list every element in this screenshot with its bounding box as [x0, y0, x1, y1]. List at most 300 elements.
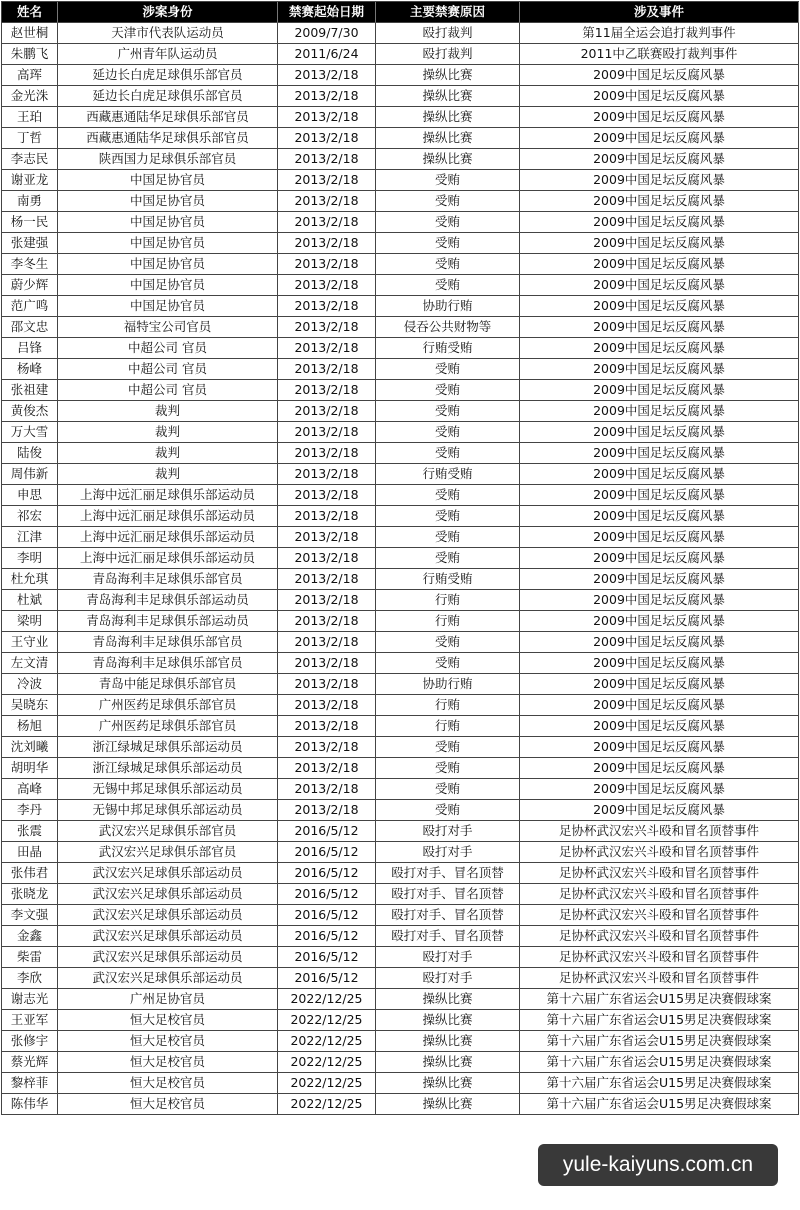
cell-ban-reason: 殴打对手、冒名顶替 — [376, 926, 520, 947]
table-row — [2, 548, 799, 569]
cell-identity: 青岛海利丰足球俱乐部官员 — [58, 653, 278, 674]
cell-ban-reason: 受贿 — [376, 170, 520, 191]
cell-identity: 武汉宏兴足球俱乐部运动员 — [58, 863, 278, 884]
cell-name: 吴晓东 — [2, 695, 58, 716]
cell-ban-date: 2013/2/18 — [278, 233, 376, 254]
table-row — [2, 233, 799, 254]
cell-identity: 广州青年队运动员 — [58, 44, 278, 65]
cell-identity: 无锡中邦足球俱乐部运动员 — [58, 800, 278, 821]
cell-identity: 青岛海利丰足球俱乐部运动员 — [58, 611, 278, 632]
cell-ban-date: 2022/12/25 — [278, 1094, 376, 1115]
cell-name: 黎梓菲 — [2, 1073, 58, 1094]
cell-ban-date: 2022/12/25 — [278, 989, 376, 1010]
cell-ban-date: 2013/2/18 — [278, 716, 376, 737]
table-row — [2, 65, 799, 86]
cell-ban-date: 2016/5/12 — [278, 926, 376, 947]
cell-event: 2009中国足坛反腐风暴 — [520, 590, 799, 611]
cell-ban-reason: 行贿 — [376, 695, 520, 716]
cell-identity: 天津市代表队运动员 — [58, 23, 278, 44]
cell-name: 吕锋 — [2, 338, 58, 359]
cell-ban-reason: 行贿 — [376, 611, 520, 632]
cell-name: 杨旭 — [2, 716, 58, 737]
cell-ban-date: 2013/2/18 — [278, 317, 376, 338]
table-row — [2, 947, 799, 968]
cell-ban-reason: 殴打对手 — [376, 821, 520, 842]
cell-event: 2009中国足坛反腐风暴 — [520, 275, 799, 296]
table-row — [2, 758, 799, 779]
cell-identity: 上海中远汇丽足球俱乐部运动员 — [58, 527, 278, 548]
cell-event: 第十六届广东省运会U15男足决赛假球案 — [520, 1031, 799, 1052]
cell-name: 胡明华 — [2, 758, 58, 779]
cell-name: 陈伟华 — [2, 1094, 58, 1115]
cell-event: 2009中国足坛反腐风暴 — [520, 527, 799, 548]
cell-event: 足协杯武汉宏兴斗殴和冒名顶替事件 — [520, 905, 799, 926]
cell-ban-reason: 受贿 — [376, 632, 520, 653]
cell-name: 左文清 — [2, 653, 58, 674]
cell-ban-reason: 操纵比赛 — [376, 1052, 520, 1073]
table-row — [2, 695, 799, 716]
cell-name: 张晓龙 — [2, 884, 58, 905]
cell-event: 2009中国足坛反腐风暴 — [520, 506, 799, 527]
cell-ban-reason: 受贿 — [376, 191, 520, 212]
cell-identity: 上海中远汇丽足球俱乐部运动员 — [58, 548, 278, 569]
cell-ban-reason: 受贿 — [376, 380, 520, 401]
cell-ban-reason: 殴打对手、冒名顶替 — [376, 905, 520, 926]
table-row — [2, 485, 799, 506]
cell-ban-date: 2013/2/18 — [278, 737, 376, 758]
cell-ban-reason: 操纵比赛 — [376, 1094, 520, 1115]
cell-name: 王守业 — [2, 632, 58, 653]
table-row — [2, 338, 799, 359]
cell-ban-date: 2013/2/18 — [278, 527, 376, 548]
table-row — [2, 86, 799, 107]
cell-event: 2009中国足坛反腐风暴 — [520, 716, 799, 737]
table-row — [2, 464, 799, 485]
cell-identity: 陕西国力足球俱乐部官员 — [58, 149, 278, 170]
cell-name: 金鑫 — [2, 926, 58, 947]
table-row — [2, 632, 799, 653]
cell-event: 2009中国足坛反腐风暴 — [520, 464, 799, 485]
cell-name: 祁宏 — [2, 506, 58, 527]
cell-name: 柴雷 — [2, 947, 58, 968]
cell-event: 2009中国足坛反腐风暴 — [520, 338, 799, 359]
cell-event: 2009中国足坛反腐风暴 — [520, 359, 799, 380]
cell-identity: 武汉宏兴足球俱乐部运动员 — [58, 884, 278, 905]
cell-event: 2009中国足坛反腐风暴 — [520, 422, 799, 443]
cell-ban-reason: 受贿 — [376, 737, 520, 758]
cell-name: 丁哲 — [2, 128, 58, 149]
cell-identity: 浙江绿城足球俱乐部运动员 — [58, 737, 278, 758]
cell-ban-date: 2016/5/12 — [278, 968, 376, 989]
table-row — [2, 275, 799, 296]
table-row — [2, 611, 799, 632]
cell-ban-reason: 受贿 — [376, 653, 520, 674]
table-row — [2, 1073, 799, 1094]
cell-identity: 上海中远汇丽足球俱乐部运动员 — [58, 506, 278, 527]
cell-identity: 广州足协官员 — [58, 989, 278, 1010]
cell-identity: 中国足协官员 — [58, 170, 278, 191]
table-row — [2, 674, 799, 695]
cell-event: 足协杯武汉宏兴斗殴和冒名顶替事件 — [520, 968, 799, 989]
cell-event: 第十六届广东省运会U15男足决赛假球案 — [520, 1010, 799, 1031]
cell-ban-reason: 殴打对手 — [376, 947, 520, 968]
cell-ban-reason: 殴打裁判 — [376, 23, 520, 44]
cell-ban-reason: 受贿 — [376, 359, 520, 380]
cell-name: 沈刘曦 — [2, 737, 58, 758]
cell-ban-date: 2013/2/18 — [278, 611, 376, 632]
table-row — [2, 23, 799, 44]
cell-identity: 广州医药足球俱乐部官员 — [58, 716, 278, 737]
table-row — [2, 968, 799, 989]
cell-ban-date: 2016/5/12 — [278, 863, 376, 884]
cell-ban-date: 2013/2/18 — [278, 443, 376, 464]
cell-ban-reason: 协助行贿 — [376, 296, 520, 317]
cell-event: 2009中国足坛反腐风暴 — [520, 317, 799, 338]
cell-ban-reason: 受贿 — [376, 800, 520, 821]
cell-ban-date: 2013/2/18 — [278, 485, 376, 506]
cell-name: 谢亚龙 — [2, 170, 58, 191]
cell-identity: 中超公司 官员 — [58, 359, 278, 380]
cell-ban-reason: 行贿 — [376, 716, 520, 737]
cell-ban-date: 2013/2/18 — [278, 170, 376, 191]
cell-ban-reason: 协助行贿 — [376, 674, 520, 695]
cell-identity: 恒大足校官员 — [58, 1010, 278, 1031]
cell-identity: 中国足协官员 — [58, 212, 278, 233]
cell-ban-date: 2013/2/18 — [278, 569, 376, 590]
table-row — [2, 926, 799, 947]
cell-ban-reason: 操纵比赛 — [376, 65, 520, 86]
table-row — [2, 359, 799, 380]
cell-ban-date: 2013/2/18 — [278, 758, 376, 779]
cell-name: 冷波 — [2, 674, 58, 695]
cell-ban-reason: 殴打对手 — [376, 842, 520, 863]
cell-name: 张祖建 — [2, 380, 58, 401]
table-row — [2, 842, 799, 863]
cell-event: 2009中国足坛反腐风暴 — [520, 548, 799, 569]
cell-ban-reason: 操纵比赛 — [376, 128, 520, 149]
cell-ban-date: 2013/2/18 — [278, 800, 376, 821]
cell-ban-reason: 操纵比赛 — [376, 1073, 520, 1094]
cell-name: 李冬生 — [2, 254, 58, 275]
cell-name: 范广鸣 — [2, 296, 58, 317]
cell-ban-reason: 操纵比赛 — [376, 107, 520, 128]
cell-identity: 上海中远汇丽足球俱乐部运动员 — [58, 485, 278, 506]
table-row — [2, 821, 799, 842]
table-row — [2, 863, 799, 884]
cell-identity: 裁判 — [58, 443, 278, 464]
header-name: 姓名 — [2, 2, 58, 23]
table-row — [2, 422, 799, 443]
cell-ban-reason: 受贿 — [376, 506, 520, 527]
cell-identity: 武汉宏兴足球俱乐部官员 — [58, 821, 278, 842]
cell-event: 足协杯武汉宏兴斗殴和冒名顶替事件 — [520, 863, 799, 884]
cell-ban-reason: 受贿 — [376, 527, 520, 548]
cell-name: 李丹 — [2, 800, 58, 821]
cell-event: 2009中国足坛反腐风暴 — [520, 569, 799, 590]
cell-identity: 恒大足校官员 — [58, 1094, 278, 1115]
cell-ban-date: 2013/2/18 — [278, 254, 376, 275]
table-row — [2, 296, 799, 317]
cell-name: 张震 — [2, 821, 58, 842]
cell-ban-date: 2013/2/18 — [278, 632, 376, 653]
cell-name: 蔡光辉 — [2, 1052, 58, 1073]
table-row — [2, 884, 799, 905]
cell-name: 江津 — [2, 527, 58, 548]
table-row — [2, 128, 799, 149]
cell-ban-date: 2022/12/25 — [278, 1031, 376, 1052]
cell-ban-reason: 受贿 — [376, 485, 520, 506]
cell-identity: 青岛海利丰足球俱乐部官员 — [58, 569, 278, 590]
cell-ban-date: 2013/2/18 — [278, 674, 376, 695]
cell-event: 第十六届广东省运会U15男足决赛假球案 — [520, 1094, 799, 1115]
cell-identity: 武汉宏兴足球俱乐部运动员 — [58, 947, 278, 968]
cell-name: 杜斌 — [2, 590, 58, 611]
header-ban-date: 禁赛起始日期 — [278, 2, 376, 23]
cell-event: 2009中国足坛反腐风暴 — [520, 485, 799, 506]
cell-ban-date: 2013/2/18 — [278, 65, 376, 86]
cell-identity: 广州医药足球俱乐部官员 — [58, 695, 278, 716]
cell-name: 谢志光 — [2, 989, 58, 1010]
cell-name: 高峰 — [2, 779, 58, 800]
cell-name: 陆俊 — [2, 443, 58, 464]
cell-ban-reason: 操纵比赛 — [376, 989, 520, 1010]
cell-name: 赵世桐 — [2, 23, 58, 44]
cell-name: 李欣 — [2, 968, 58, 989]
cell-event: 2009中国足坛反腐风暴 — [520, 611, 799, 632]
cell-event: 2009中国足坛反腐风暴 — [520, 737, 799, 758]
cell-event: 2009中国足坛反腐风暴 — [520, 233, 799, 254]
cell-event: 2009中国足坛反腐风暴 — [520, 695, 799, 716]
cell-ban-reason: 受贿 — [376, 275, 520, 296]
cell-name: 黄俊杰 — [2, 401, 58, 422]
cell-event: 2009中国足坛反腐风暴 — [520, 149, 799, 170]
cell-identity: 武汉宏兴足球俱乐部运动员 — [58, 926, 278, 947]
cell-ban-date: 2013/2/18 — [278, 107, 376, 128]
cell-ban-date: 2013/2/18 — [278, 275, 376, 296]
cell-event: 足协杯武汉宏兴斗殴和冒名顶替事件 — [520, 926, 799, 947]
table-row — [2, 1031, 799, 1052]
cell-event: 2009中国足坛反腐风暴 — [520, 443, 799, 464]
cell-ban-date: 2013/2/18 — [278, 296, 376, 317]
cell-ban-reason: 受贿 — [376, 254, 520, 275]
cell-ban-reason: 受贿 — [376, 422, 520, 443]
table-row — [2, 506, 799, 527]
cell-ban-date: 2011/6/24 — [278, 44, 376, 65]
table-row — [2, 800, 799, 821]
table-row — [2, 653, 799, 674]
cell-identity: 中国足协官员 — [58, 296, 278, 317]
cell-ban-reason: 操纵比赛 — [376, 1031, 520, 1052]
cell-ban-date: 2016/5/12 — [278, 884, 376, 905]
cell-identity: 裁判 — [58, 422, 278, 443]
table-body — [2, 23, 799, 1115]
cell-name: 杨一民 — [2, 212, 58, 233]
cell-event: 2009中国足坛反腐风暴 — [520, 170, 799, 191]
table-row — [2, 527, 799, 548]
cell-identity: 裁判 — [58, 401, 278, 422]
cell-ban-date: 2013/2/18 — [278, 86, 376, 107]
cell-ban-reason: 操纵比赛 — [376, 86, 520, 107]
cell-event: 2009中国足坛反腐风暴 — [520, 254, 799, 275]
cell-name: 杨峰 — [2, 359, 58, 380]
cell-ban-date: 2013/2/18 — [278, 464, 376, 485]
table-row — [2, 737, 799, 758]
table-row — [2, 443, 799, 464]
cell-event: 2009中国足坛反腐风暴 — [520, 191, 799, 212]
cell-name: 高珲 — [2, 65, 58, 86]
cell-event: 2009中国足坛反腐风暴 — [520, 128, 799, 149]
cell-ban-date: 2013/2/18 — [278, 653, 376, 674]
table-row — [2, 149, 799, 170]
header-ban-reason: 主要禁赛原因 — [376, 2, 520, 23]
cell-identity: 中超公司 官员 — [58, 380, 278, 401]
header-identity: 涉案身份 — [58, 2, 278, 23]
cell-ban-date: 2013/2/18 — [278, 422, 376, 443]
cell-identity: 中国足协官员 — [58, 191, 278, 212]
table-row — [2, 905, 799, 926]
cell-ban-date: 2022/12/25 — [278, 1073, 376, 1094]
cell-ban-date: 2013/2/18 — [278, 401, 376, 422]
cell-name: 申思 — [2, 485, 58, 506]
cell-name: 王珀 — [2, 107, 58, 128]
table-row — [2, 191, 799, 212]
cell-event: 2009中国足坛反腐风暴 — [520, 632, 799, 653]
cell-ban-date: 2016/5/12 — [278, 947, 376, 968]
cell-event: 2009中国足坛反腐风暴 — [520, 86, 799, 107]
cell-name: 万大雪 — [2, 422, 58, 443]
cell-identity: 福特宝公司官员 — [58, 317, 278, 338]
table-row — [2, 1010, 799, 1031]
cell-name: 张伟君 — [2, 863, 58, 884]
table-row — [2, 569, 799, 590]
cell-event: 2009中国足坛反腐风暴 — [520, 758, 799, 779]
cell-name: 王亚军 — [2, 1010, 58, 1031]
cell-event: 足协杯武汉宏兴斗殴和冒名顶替事件 — [520, 947, 799, 968]
cell-event: 2009中国足坛反腐风暴 — [520, 65, 799, 86]
cell-event: 第十六届广东省运会U15男足决赛假球案 — [520, 1052, 799, 1073]
cell-ban-reason: 行贿受贿 — [376, 338, 520, 359]
cell-ban-date: 2009/7/30 — [278, 23, 376, 44]
cell-event: 第十六届广东省运会U15男足决赛假球案 — [520, 989, 799, 1010]
cell-event: 2009中国足坛反腐风暴 — [520, 401, 799, 422]
cell-name: 李文强 — [2, 905, 58, 926]
cell-ban-reason: 行贿 — [376, 590, 520, 611]
cell-name: 梁明 — [2, 611, 58, 632]
cell-ban-reason: 殴打对手、冒名顶替 — [376, 863, 520, 884]
cell-event: 2009中国足坛反腐风暴 — [520, 107, 799, 128]
cell-ban-reason: 受贿 — [376, 548, 520, 569]
table-row — [2, 779, 799, 800]
cell-identity: 西藏惠通陆华足球俱乐部官员 — [58, 107, 278, 128]
cell-ban-reason: 殴打对手 — [376, 968, 520, 989]
table-row — [2, 44, 799, 65]
cell-identity: 青岛中能足球俱乐部官员 — [58, 674, 278, 695]
cell-ban-reason: 操纵比赛 — [376, 1010, 520, 1031]
cell-identity: 中国足协官员 — [58, 254, 278, 275]
cell-name: 田晶 — [2, 842, 58, 863]
cell-ban-reason: 受贿 — [376, 212, 520, 233]
cell-name: 杜允琪 — [2, 569, 58, 590]
cell-ban-date: 2022/12/25 — [278, 1010, 376, 1031]
table-row — [2, 590, 799, 611]
cell-event: 2009中国足坛反腐风暴 — [520, 779, 799, 800]
cell-name: 李明 — [2, 548, 58, 569]
cell-ban-date: 2013/2/18 — [278, 191, 376, 212]
cell-ban-reason: 受贿 — [376, 779, 520, 800]
cell-ban-reason: 受贿 — [376, 443, 520, 464]
cell-ban-date: 2013/2/18 — [278, 128, 376, 149]
cell-identity: 西藏惠通陆华足球俱乐部官员 — [58, 128, 278, 149]
cell-ban-date: 2013/2/18 — [278, 380, 376, 401]
cell-ban-date: 2013/2/18 — [278, 359, 376, 380]
table-row — [2, 380, 799, 401]
cell-identity: 恒大足校官员 — [58, 1031, 278, 1052]
cell-name: 张修宇 — [2, 1031, 58, 1052]
cell-identity: 延边长白虎足球俱乐部官员 — [58, 65, 278, 86]
cell-identity: 无锡中邦足球俱乐部运动员 — [58, 779, 278, 800]
cell-event: 足协杯武汉宏兴斗殴和冒名顶替事件 — [520, 884, 799, 905]
cell-ban-date: 2013/2/18 — [278, 779, 376, 800]
cell-ban-date: 2016/5/12 — [278, 905, 376, 926]
cell-name: 朱鹏飞 — [2, 44, 58, 65]
cell-event: 足协杯武汉宏兴斗殴和冒名顶替事件 — [520, 821, 799, 842]
cell-identity: 中国足协官员 — [58, 233, 278, 254]
cell-ban-reason: 侵吞公共财物等 — [376, 317, 520, 338]
table-row — [2, 1094, 799, 1115]
table-row — [2, 1052, 799, 1073]
cell-identity: 青岛海利丰足球俱乐部官员 — [58, 632, 278, 653]
cell-ban-date: 2016/5/12 — [278, 821, 376, 842]
cell-identity: 浙江绿城足球俱乐部运动员 — [58, 758, 278, 779]
cell-identity: 武汉宏兴足球俱乐部运动员 — [58, 968, 278, 989]
cell-identity: 裁判 — [58, 464, 278, 485]
cell-ban-date: 2016/5/12 — [278, 842, 376, 863]
header-event: 涉及事件 — [520, 2, 799, 23]
cell-ban-reason: 殴打裁判 — [376, 44, 520, 65]
cell-identity: 中超公司 官员 — [58, 338, 278, 359]
cell-event: 足协杯武汉宏兴斗殴和冒名顶替事件 — [520, 842, 799, 863]
cell-ban-date: 2013/2/18 — [278, 506, 376, 527]
cell-ban-date: 2013/2/18 — [278, 149, 376, 170]
table-row — [2, 401, 799, 422]
cell-identity: 延边长白虎足球俱乐部官员 — [58, 86, 278, 107]
table-row — [2, 716, 799, 737]
cell-name: 张建强 — [2, 233, 58, 254]
cell-ban-date: 2013/2/18 — [278, 212, 376, 233]
cell-ban-reason: 受贿 — [376, 758, 520, 779]
cell-event: 2009中国足坛反腐风暴 — [520, 674, 799, 695]
cell-event: 第十六届广东省运会U15男足决赛假球案 — [520, 1073, 799, 1094]
cell-ban-date: 2013/2/18 — [278, 695, 376, 716]
cell-name: 南勇 — [2, 191, 58, 212]
cell-event: 2009中国足坛反腐风暴 — [520, 800, 799, 821]
cell-identity: 青岛海利丰足球俱乐部运动员 — [58, 590, 278, 611]
table-row — [2, 989, 799, 1010]
cell-name: 周伟新 — [2, 464, 58, 485]
cell-event: 2009中国足坛反腐风暴 — [520, 212, 799, 233]
table-row — [2, 317, 799, 338]
cell-event: 2011中乙联赛殴打裁判事件 — [520, 44, 799, 65]
cell-identity: 武汉宏兴足球俱乐部运动员 — [58, 905, 278, 926]
table-row — [2, 107, 799, 128]
cell-name: 李志民 — [2, 149, 58, 170]
cell-ban-date: 2022/12/25 — [278, 1052, 376, 1073]
table-header-row — [2, 2, 799, 23]
cell-name: 邵文忠 — [2, 317, 58, 338]
cell-ban-reason: 行贿受贿 — [376, 569, 520, 590]
table-row — [2, 212, 799, 233]
cell-ban-reason: 行贿受贿 — [376, 464, 520, 485]
